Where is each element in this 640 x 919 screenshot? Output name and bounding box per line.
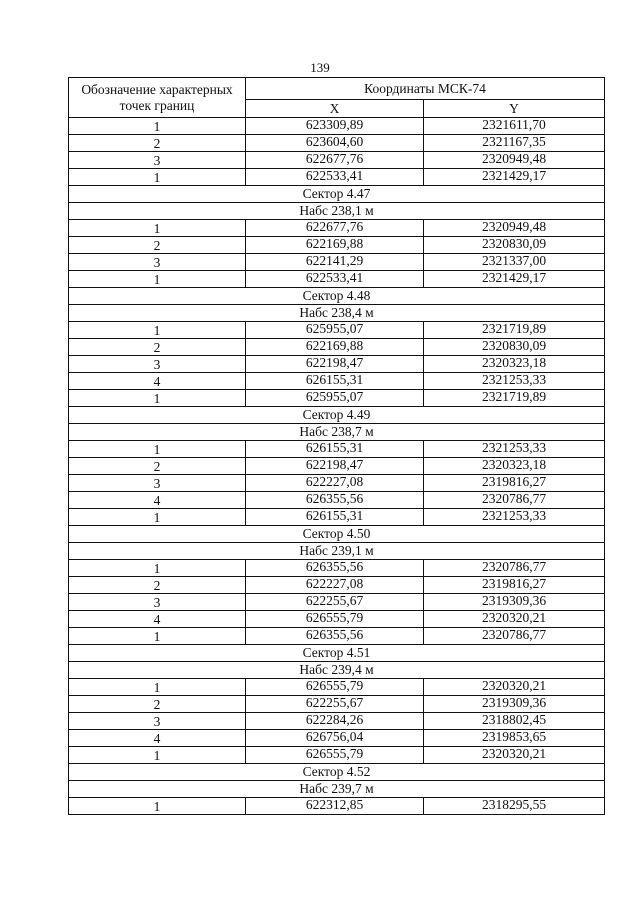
x-coordinate: 626155,31 — [246, 373, 424, 390]
table-row — [69, 271, 605, 288]
page-number: 139 — [310, 60, 330, 75]
table-row — [69, 322, 605, 339]
y-coordinate: 2321719,89 — [424, 322, 605, 339]
y-coordinate: 2320320,21 — [424, 611, 605, 628]
point-number: 1 — [69, 271, 246, 288]
table-row — [69, 390, 605, 407]
point-number: 2 — [69, 696, 246, 713]
section-row — [69, 424, 605, 441]
x-coordinate: 622533,41 — [246, 169, 424, 186]
point-number: 3 — [69, 254, 246, 271]
point-number: 3 — [69, 594, 246, 611]
table-row — [69, 169, 605, 186]
x-coordinate: 622677,76 — [246, 152, 424, 169]
y-coordinate: 2319816,27 — [424, 475, 605, 492]
y-coordinate: 2320320,21 — [424, 679, 605, 696]
coordinates-system-header: Координаты МСК-74 — [246, 78, 605, 100]
section-label: Набс 239,7 м — [69, 781, 605, 798]
table-row — [69, 135, 605, 152]
section-label: Сектор 4.47 — [69, 186, 605, 203]
point-number: 1 — [69, 509, 246, 526]
y-coordinate: 2318802,45 — [424, 713, 605, 730]
section-row — [69, 645, 605, 662]
section-row — [69, 662, 605, 679]
section-label: Набс 239,4 м — [69, 662, 605, 679]
y-coordinate: 2318295,55 — [424, 798, 605, 815]
table-row — [69, 577, 605, 594]
table-row — [69, 611, 605, 628]
table-row — [69, 798, 605, 815]
point-number: 2 — [69, 135, 246, 152]
table-row — [69, 696, 605, 713]
y-coordinate: 2321429,17 — [424, 271, 605, 288]
section-row — [69, 764, 605, 781]
section-row — [69, 288, 605, 305]
point-number: 1 — [69, 220, 246, 237]
table-body — [69, 118, 605, 815]
x-coordinate: 626555,79 — [246, 611, 424, 628]
x-coordinate: 626355,56 — [246, 492, 424, 509]
y-coordinate: 2321253,33 — [424, 373, 605, 390]
x-coordinate: 622169,88 — [246, 237, 424, 254]
x-coordinate: 623309,89 — [246, 118, 424, 135]
coordinates-table — [68, 77, 605, 815]
table-row — [69, 492, 605, 509]
table-row — [69, 356, 605, 373]
point-number: 1 — [69, 390, 246, 407]
x-coordinate: 622533,41 — [246, 271, 424, 288]
x-coordinate: 622141,29 — [246, 254, 424, 271]
section-row — [69, 526, 605, 543]
point-number: 2 — [69, 339, 246, 356]
point-number: 3 — [69, 713, 246, 730]
point-number: 1 — [69, 169, 246, 186]
section-row — [69, 203, 605, 220]
section-label: Набс 238,1 м — [69, 203, 605, 220]
x-coordinate: 622677,76 — [246, 220, 424, 237]
point-number: 1 — [69, 322, 246, 339]
point-number: 1 — [69, 628, 246, 645]
x-coordinate: 626355,56 — [246, 628, 424, 645]
table-row — [69, 237, 605, 254]
y-coordinate: 2319816,27 — [424, 577, 605, 594]
point-number: 1 — [69, 441, 246, 458]
y-column-header: Y — [424, 100, 605, 118]
point-number: 2 — [69, 237, 246, 254]
section-row — [69, 781, 605, 798]
y-coordinate: 2321253,33 — [424, 509, 605, 526]
table-row — [69, 458, 605, 475]
section-row — [69, 305, 605, 322]
y-coordinate: 2320323,18 — [424, 356, 605, 373]
y-coordinate: 2320786,77 — [424, 492, 605, 509]
y-coordinate: 2320830,09 — [424, 339, 605, 356]
y-coordinate: 2321337,00 — [424, 254, 605, 271]
y-coordinate: 2320786,77 — [424, 560, 605, 577]
section-row — [69, 543, 605, 560]
y-coordinate: 2321253,33 — [424, 441, 605, 458]
section-label: Сектор 4.52 — [69, 764, 605, 781]
y-coordinate: 2321167,35 — [424, 135, 605, 152]
table-row — [69, 254, 605, 271]
y-coordinate: 2320320,21 — [424, 747, 605, 764]
point-number: 2 — [69, 458, 246, 475]
y-coordinate: 2321611,70 — [424, 118, 605, 135]
x-coordinate: 626155,31 — [246, 441, 424, 458]
point-number: 3 — [69, 356, 246, 373]
section-label: Сектор 4.51 — [69, 645, 605, 662]
table-row — [69, 747, 605, 764]
table-row — [69, 152, 605, 169]
table-header-row — [69, 78, 605, 100]
point-designation-header: Обозначение характерных точек границ — [69, 78, 246, 118]
y-coordinate: 2320949,48 — [424, 220, 605, 237]
point-number: 1 — [69, 560, 246, 577]
table-row — [69, 628, 605, 645]
y-coordinate: 2321719,89 — [424, 390, 605, 407]
x-coordinate: 626756,04 — [246, 730, 424, 747]
table-row — [69, 713, 605, 730]
table-row — [69, 509, 605, 526]
section-label: Набс 238,4 м — [69, 305, 605, 322]
x-coordinate: 622255,67 — [246, 594, 424, 611]
section-row — [69, 186, 605, 203]
point-number: 1 — [69, 679, 246, 696]
x-coordinate: 622255,67 — [246, 696, 424, 713]
point-number: 2 — [69, 577, 246, 594]
table-row — [69, 118, 605, 135]
x-coordinate: 626555,79 — [246, 679, 424, 696]
section-label: Сектор 4.49 — [69, 407, 605, 424]
x-coordinate: 626555,79 — [246, 747, 424, 764]
table-row — [69, 441, 605, 458]
table-row — [69, 560, 605, 577]
x-coordinate: 626155,31 — [246, 509, 424, 526]
y-coordinate: 2320830,09 — [424, 237, 605, 254]
point-number: 1 — [69, 747, 246, 764]
x-coordinate: 622227,08 — [246, 475, 424, 492]
point-number: 4 — [69, 492, 246, 509]
table-row — [69, 220, 605, 237]
x-coordinate: 622198,47 — [246, 458, 424, 475]
table-row — [69, 594, 605, 611]
point-number: 1 — [69, 118, 246, 135]
y-coordinate: 2320949,48 — [424, 152, 605, 169]
y-coordinate: 2321429,17 — [424, 169, 605, 186]
point-number: 4 — [69, 730, 246, 747]
section-row — [69, 407, 605, 424]
table-row — [69, 373, 605, 390]
point-number: 4 — [69, 611, 246, 628]
x-column-header: X — [246, 100, 424, 118]
x-coordinate: 625955,07 — [246, 322, 424, 339]
point-number: 1 — [69, 798, 246, 815]
section-label: Сектор 4.50 — [69, 526, 605, 543]
y-coordinate: 2319309,36 — [424, 696, 605, 713]
x-coordinate: 622312,85 — [246, 798, 424, 815]
x-coordinate: 625955,07 — [246, 390, 424, 407]
y-coordinate: 2320323,18 — [424, 458, 605, 475]
y-coordinate: 2319853,65 — [424, 730, 605, 747]
table-row — [69, 339, 605, 356]
y-coordinate: 2319309,36 — [424, 594, 605, 611]
point-number: 4 — [69, 373, 246, 390]
y-coordinate: 2320786,77 — [424, 628, 605, 645]
x-coordinate: 626355,56 — [246, 560, 424, 577]
table-row — [69, 679, 605, 696]
x-coordinate: 623604,60 — [246, 135, 424, 152]
section-label: Набс 239,1 м — [69, 543, 605, 560]
point-number: 3 — [69, 152, 246, 169]
point-number: 3 — [69, 475, 246, 492]
section-label: Сектор 4.48 — [69, 288, 605, 305]
table-row — [69, 475, 605, 492]
x-coordinate: 622169,88 — [246, 339, 424, 356]
section-label: Набс 238,7 м — [69, 424, 605, 441]
table-row — [69, 730, 605, 747]
x-coordinate: 622284,26 — [246, 713, 424, 730]
x-coordinate: 622198,47 — [246, 356, 424, 373]
x-coordinate: 622227,08 — [246, 577, 424, 594]
